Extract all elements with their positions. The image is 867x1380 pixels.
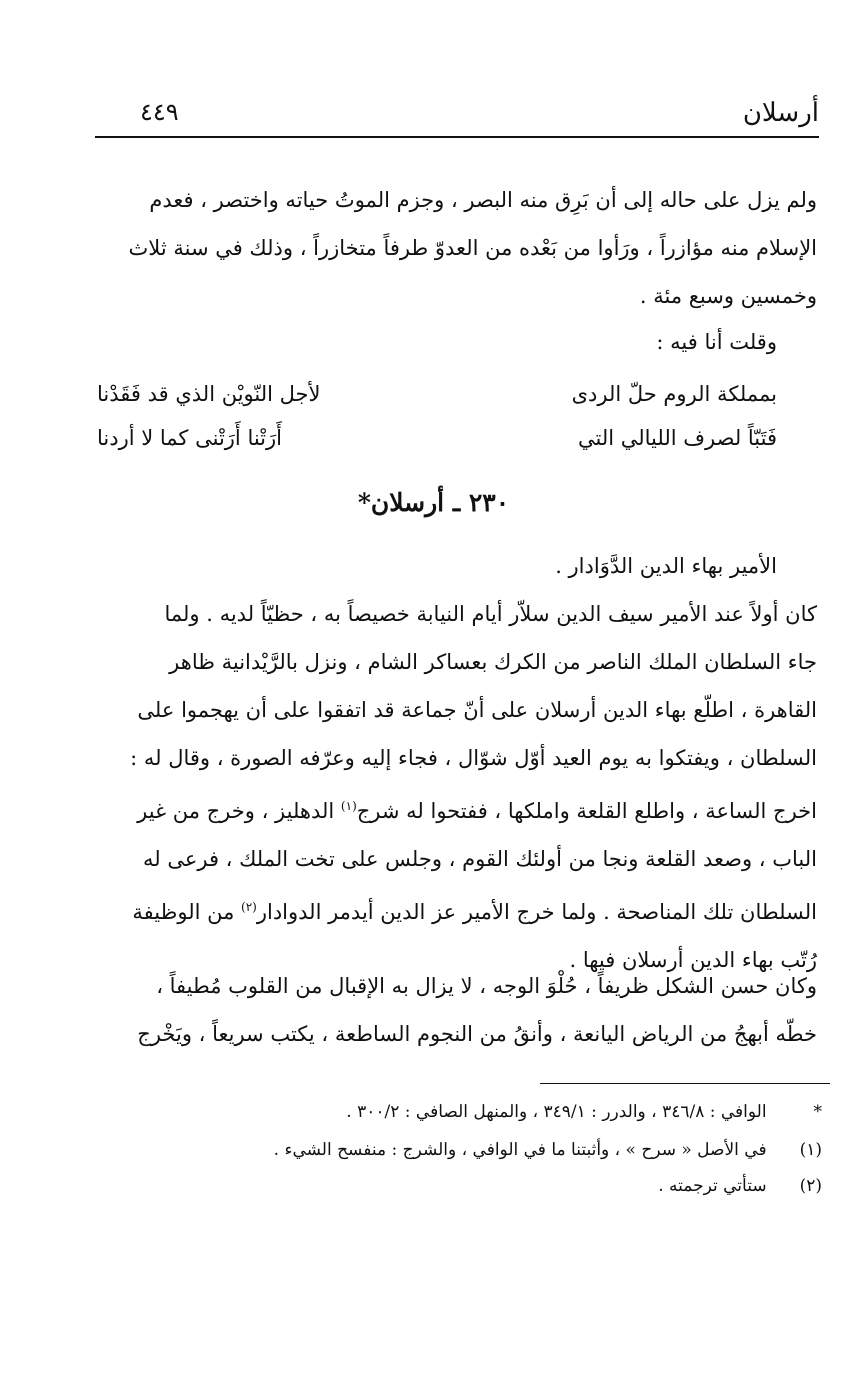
- footnote: [82, 1140, 822, 1170]
- biography-paragraph: [91, 590, 817, 984]
- footnote-text: في الأصل « سرح » ، وأثبتنا ما في الوافي ، والشرج : منفسح الشيء .: [273, 1140, 767, 1160]
- page-number: ٤٤٩: [140, 98, 179, 126]
- text-line: جاء السلطان الملك الناصر من الكرك بعساكر الشام ، ونزل بالرَّيْدانية ظاهر: [169, 650, 817, 674]
- text-line: الإسلام منه مؤازراً ، ورَأوا من بَعْده من العدوّ طرفاً متخازراً ، وذلك في سنة ثلاث: [128, 236, 817, 260]
- verse-hemistich-second: أَرَتْنا أَرَتْنى كما لا أردنا: [97, 426, 283, 450]
- text-line: الباب ، وصعد القلعة ونجا من أولئك القوم ، وجلس على تخت الملك ، فرعى له: [142, 847, 817, 871]
- intro-paragraph: [91, 176, 817, 320]
- footnote-mark: (١): [799, 1140, 822, 1160]
- text-line: السلطان تلك المناصحة . ولما خرج الأمير عز الدين أيدمر الدوادار$^{(٢)}$ من الوظيفة: [132, 900, 817, 924]
- footnote-text: الوافي : ٣٤٦/٨ ، والدرر : ٣٤٩/١ ، والمنهل الصافي : ٣٠٠/٢ .: [346, 1102, 767, 1122]
- verse-hemistich-second: لأجل النّويْن الذي قد فَقَدْنا: [97, 382, 321, 406]
- name-line: الأمير بهاء الدين الدَّوَادار .: [555, 554, 777, 578]
- text-line: السلطان ، ويفتكوا به يوم العيد أوّل شوّال ، فجاء إليه وعرّفه الصورة ، وقال له :: [130, 746, 817, 770]
- text-line: خطّه أبهجُ من الرياض اليانعة ، وأنقُ من النجوم الساطعة ، يكتب سريعاً ، ويَخْرج: [137, 1022, 817, 1046]
- footnote: [82, 1102, 822, 1132]
- footnote-text: ستأتي ترجمته .: [658, 1176, 767, 1196]
- footnote-mark: *: [813, 1102, 822, 1122]
- text-line: كان أولاً عند الأمير سيف الدين سلاّر أيام النيابة خصيصاً به ، حظيّاً لديه . ولما: [164, 602, 817, 626]
- text-line: وكان حسن الشكل ظريفاً ، حُلْوَ الوجه ، لا يزال به الإقبال من القلوب مُطيفاً ،: [156, 974, 817, 998]
- verse-line: [97, 426, 777, 470]
- verse-line: [97, 382, 777, 426]
- text-line: القاهرة ، اطلّع بهاء الدين أرسلان على أنّ جماعة قد اتفقوا على أن يهجموا على: [137, 698, 817, 722]
- footnote-ref: (١): [340, 799, 357, 813]
- text-line: وخمسين وسبع مئة .: [639, 284, 817, 308]
- poem: [97, 382, 777, 470]
- verse-hemistich-first: فَتَبّاً لصرف الليالي التي: [578, 426, 777, 450]
- poem-intro: وقلت أنا فيه :: [656, 330, 777, 354]
- running-header: [95, 88, 819, 138]
- footnote: [82, 1176, 822, 1206]
- text-line: ولم يزل على حاله إلى أن بَرِق منه البصر ، وجزم الموتُ حياته واختصر ، فعدم: [149, 188, 817, 212]
- section-heading: ٢٣٠ ـ أرسلان*: [357, 488, 510, 517]
- verse-hemistich-first: بمملكة الروم حلّ الردى: [571, 382, 777, 406]
- text-line: رُتّب بهاء الدين أرسلان فيها .: [569, 948, 817, 972]
- text-line: اخرج الساعة ، واطلع القلعة واملكها ، ففتحوا له شرج$^{(١)}$ الدهليز ، وخرج من غير: [137, 799, 817, 823]
- footnote-mark: (٢): [799, 1176, 822, 1196]
- biography-paragraph-2: [91, 962, 817, 1058]
- footnote-divider: [540, 1083, 830, 1084]
- footnote-ref: (٢): [241, 900, 257, 914]
- running-title: أرسلان: [742, 98, 819, 128]
